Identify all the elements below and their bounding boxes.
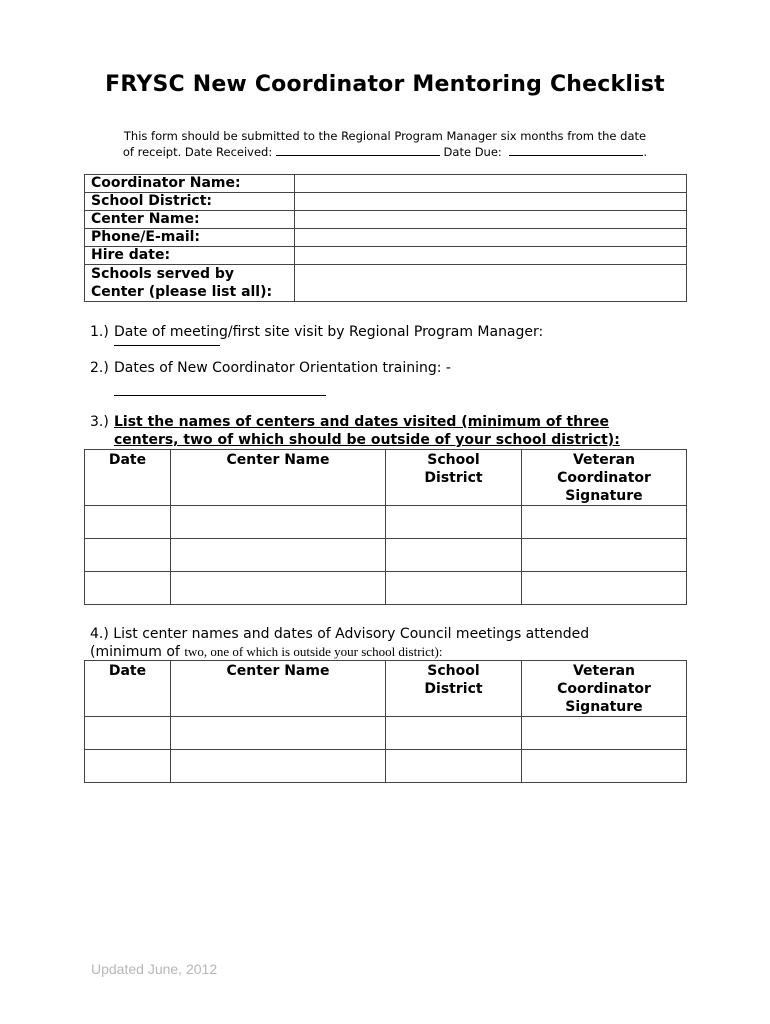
schools-served-label — [85, 265, 295, 302]
intro-line-2 — [84, 144, 686, 160]
center-name-cell[interactable] — [171, 572, 386, 605]
question-1-blank[interactable] — [114, 345, 220, 346]
info-row-coordinator-name — [85, 175, 687, 193]
question-3-line-2: centers, two of which should be outside of your school district): — [114, 432, 620, 448]
question-2-blank[interactable] — [114, 395, 326, 396]
school-district-cell[interactable] — [386, 572, 522, 605]
col-header-date: Date — [85, 661, 171, 717]
centers-visited-table — [84, 449, 687, 605]
school-district-cell[interactable] — [386, 750, 522, 783]
col-header-veteran-signature — [522, 450, 687, 506]
question-1-text: Date of meeting/first site visit by Regional Program Manager: — [114, 324, 544, 340]
question-1 — [90, 323, 690, 363]
coordinator-info-table — [84, 174, 687, 302]
date-cell[interactable] — [85, 572, 171, 605]
table-row — [85, 539, 687, 572]
hire-date-field[interactable] — [295, 247, 687, 265]
col-header-district-line: District — [424, 470, 483, 486]
signature-cell[interactable] — [522, 506, 687, 539]
col-header-district-line: District — [424, 681, 483, 697]
table-row — [85, 750, 687, 783]
question-4-line-1: 4.) List center names and dates of Advisory Council meetings attended — [90, 626, 590, 642]
col-header-school-district — [386, 450, 522, 506]
date-received-label: of receipt. Date Received: — [122, 145, 273, 159]
date-cell[interactable] — [85, 506, 171, 539]
phone-email-label: Phone/E-mail: — [85, 229, 295, 247]
schools-served-label-line-1: Schools served by — [91, 266, 234, 282]
col-header-veteran-line: Veteran — [572, 452, 636, 468]
school-district-field[interactable] — [295, 193, 687, 211]
center-name-field[interactable] — [295, 211, 687, 229]
date-cell[interactable] — [85, 717, 171, 750]
center-name-cell[interactable] — [171, 717, 386, 750]
table-row — [85, 717, 687, 750]
col-header-veteran-signature — [522, 661, 687, 717]
date-received-blank[interactable] — [276, 145, 440, 156]
intro-text — [84, 128, 686, 160]
col-header-coordinator-line: Coordinator — [557, 681, 651, 697]
phone-email-field[interactable] — [295, 229, 687, 247]
advisory-council-table — [84, 660, 687, 783]
school-district-cell[interactable] — [386, 539, 522, 572]
center-name-label: Center Name: — [85, 211, 295, 229]
question-4-line-2-prefix: (minimum of — [90, 644, 180, 660]
info-row-schools-served — [85, 265, 687, 302]
question-4-line-2 — [90, 643, 442, 661]
center-name-cell[interactable] — [171, 506, 386, 539]
signature-cell[interactable] — [522, 539, 687, 572]
col-header-date: Date — [85, 450, 171, 506]
signature-cell[interactable] — [522, 750, 687, 783]
col-header-school-line: School — [427, 452, 480, 468]
date-cell[interactable] — [85, 539, 171, 572]
question-3-number: 3.) — [90, 414, 109, 430]
school-district-cell[interactable] — [386, 506, 522, 539]
col-header-coordinator-line: Coordinator — [557, 470, 651, 486]
center-name-cell[interactable] — [171, 750, 386, 783]
question-4-line-2-rest: two, one of which is outside your school district): — [184, 644, 443, 659]
col-header-center-name: Center Name — [171, 661, 386, 717]
date-due-blank[interactable] — [509, 145, 643, 156]
coordinator-name-field[interactable] — [295, 175, 687, 193]
info-row-phone-email — [85, 229, 687, 247]
col-header-school-district — [386, 661, 522, 717]
footer-updated-date: Updated June, 2012 — [91, 961, 218, 977]
info-row-center-name — [85, 211, 687, 229]
signature-cell[interactable] — [522, 717, 687, 750]
table-header-row — [85, 450, 687, 506]
page-title: FRYSC New Coordinator Mentoring Checklist — [105, 72, 665, 97]
school-district-label: School District: — [85, 193, 295, 211]
table-row — [85, 506, 687, 539]
hire-date-label: Hire date: — [85, 247, 295, 265]
table-header-row — [85, 661, 687, 717]
question-2 — [90, 359, 690, 399]
question-3 — [90, 413, 690, 453]
question-4 — [90, 625, 690, 665]
intro-end: . — [643, 145, 648, 159]
info-row-hire-date — [85, 247, 687, 265]
question-3-line-1: List the names of centers and dates visited (minimum of three — [114, 414, 610, 430]
col-header-veteran-line: Veteran — [572, 663, 636, 679]
info-row-school-district — [85, 193, 687, 211]
intro-line-1: This form should be submitted to the Regional Program Manager six months from the date — [123, 129, 647, 143]
table-row — [85, 572, 687, 605]
signature-cell[interactable] — [522, 572, 687, 605]
col-header-school-line: School — [427, 663, 480, 679]
center-name-cell[interactable] — [171, 539, 386, 572]
question-2-text: Dates of New Coordinator Orientation training: - — [114, 360, 451, 376]
question-2-number: 2.) — [90, 360, 109, 376]
col-header-signature-line: Signature — [565, 699, 643, 715]
date-due-label: Date Due: — [443, 145, 502, 159]
schools-served-label-line-2: Center (please list all): — [91, 284, 273, 300]
question-1-number: 1.) — [90, 324, 109, 340]
col-header-signature-line: Signature — [565, 488, 643, 504]
coordinator-name-label: Coordinator Name: — [85, 175, 295, 193]
date-cell[interactable] — [85, 750, 171, 783]
school-district-cell[interactable] — [386, 717, 522, 750]
col-header-center-name: Center Name — [171, 450, 386, 506]
schools-served-field[interactable] — [295, 265, 687, 302]
